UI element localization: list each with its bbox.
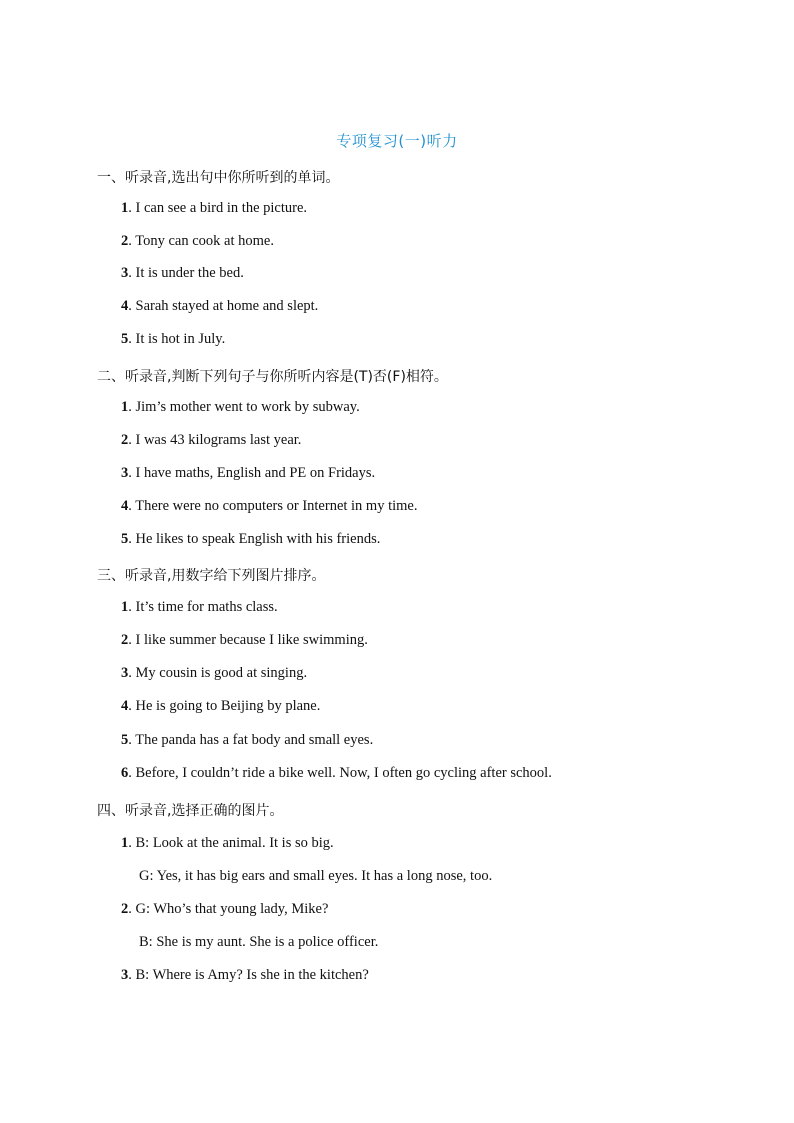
item-text: . G: Who’s that young lady, Mike? — [128, 901, 329, 917]
section-heading-1: 一、听录音,选出句中你所听到的单词。 — [97, 170, 340, 186]
item-text: . It is under the bed. — [128, 265, 244, 281]
item-number: 4 — [121, 698, 129, 714]
section-heading-3: 三、听录音,用数字给下列图片排序。 — [97, 568, 326, 584]
page-title: 专项复习(一)听力 — [336, 132, 458, 150]
item-text: . It’s time for maths class. — [128, 599, 278, 615]
item-number: 3 — [121, 665, 129, 681]
list-item — [121, 464, 375, 482]
item-text: . I have maths, English and PE on Fridays. — [128, 465, 376, 481]
item-text: . B: Where is Amy? Is she in the kitchen? — [128, 967, 369, 983]
list-item — [121, 199, 307, 217]
list-item — [121, 398, 360, 416]
item-text: . There were no computers or Internet in my time. — [128, 498, 418, 514]
item-number: 1 — [121, 599, 129, 615]
list-item — [121, 232, 274, 250]
list-item — [121, 764, 552, 782]
item-number: 5 — [121, 531, 129, 547]
item-number: 1 — [121, 835, 129, 851]
item-number: 6 — [121, 765, 129, 781]
item-number: 4 — [121, 298, 129, 314]
dialogue-line: B: She is my aunt. She is a police officer. — [139, 934, 379, 950]
item-text: . B: Look at the animal. It is so big. — [128, 835, 334, 851]
item-text: . Tony can cook at home. — [128, 233, 274, 249]
item-number: 1 — [121, 399, 129, 415]
item-number: 2 — [121, 233, 129, 249]
list-item — [121, 497, 418, 515]
section-heading-4: 四、听录音,选择正确的图片。 — [97, 803, 284, 819]
item-text: . I can see a bird in the picture. — [128, 200, 308, 216]
item-text: . My cousin is good at singing. — [128, 665, 308, 681]
item-text: . I like summer because I like swimming. — [128, 632, 368, 648]
item-text: . The panda has a fat body and small eyes. — [128, 732, 374, 748]
dialogue-line: G: Yes, it has big ears and small eyes. It has a long nose, too. — [139, 868, 493, 884]
dialogue-line — [121, 900, 328, 918]
item-text: . He is going to Beijing by plane. — [128, 698, 321, 714]
item-number: 4 — [121, 498, 129, 514]
dialogue-line — [121, 966, 369, 984]
item-number: 3 — [121, 465, 129, 481]
list-item — [121, 330, 225, 348]
list-item — [121, 664, 307, 682]
item-number: 3 — [121, 265, 129, 281]
item-number: 5 — [121, 331, 129, 347]
list-item — [121, 631, 368, 649]
item-text: . Sarah stayed at home and slept. — [128, 298, 319, 314]
section-heading-2: 二、听录音,判断下列句子与你所听内容是(T)否(F)相符。 — [97, 369, 448, 385]
item-number: 2 — [121, 632, 129, 648]
item-number: 5 — [121, 732, 129, 748]
item-text: . Jim’s mother went to work by subway. — [128, 399, 360, 415]
list-item — [121, 297, 318, 315]
item-number: 1 — [121, 200, 129, 216]
list-item — [121, 697, 320, 715]
item-number: 3 — [121, 967, 129, 983]
item-text: . Before, I couldn’t ride a bike well. Now, I often go cycling after school. — [128, 765, 552, 781]
item-number: 2 — [121, 901, 129, 917]
item-number: 2 — [121, 432, 129, 448]
list-item — [121, 731, 373, 749]
dialogue-line — [121, 834, 334, 852]
list-item — [121, 530, 380, 548]
item-text: . It is hot in July. — [128, 331, 226, 347]
item-text: . He likes to speak English with his friends. — [128, 531, 381, 547]
list-item — [121, 264, 244, 282]
list-item — [121, 431, 301, 449]
item-text: . I was 43 kilograms last year. — [128, 432, 302, 448]
list-item — [121, 598, 278, 616]
